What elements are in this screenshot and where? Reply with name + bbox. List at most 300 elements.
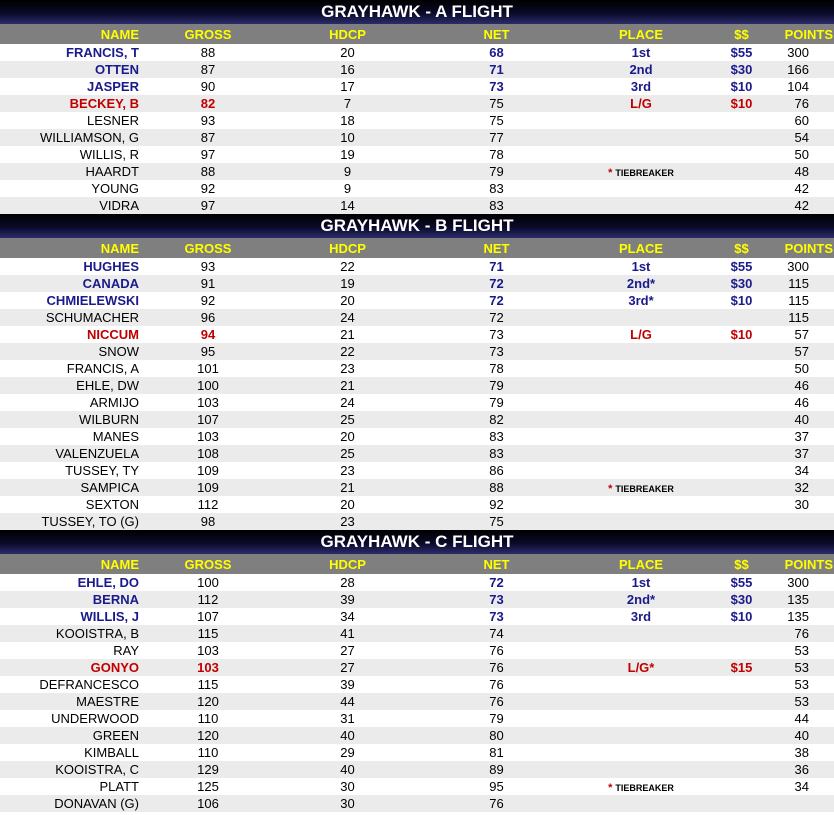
gross-score: 110 [197,745,219,760]
net-score: 75 [419,95,574,112]
place [574,197,708,214]
points: 50 [794,361,809,376]
points: 40 [775,411,834,428]
table-row [0,676,834,693]
col-header-money: $$ [708,554,775,574]
table-row [0,574,834,591]
payout [708,513,775,530]
place [574,394,708,411]
gross-score: 95 [140,343,276,360]
table-row [0,343,834,360]
player-name: BERNA [0,591,140,608]
points: 76 [775,95,834,112]
col-header-money: $$ [708,24,775,44]
payout [708,360,775,377]
points: 53 [775,659,834,676]
player-name: ARMIJO [89,395,139,410]
place [574,642,708,659]
place: L/G* [574,659,708,676]
payout [708,129,775,146]
table-row [0,795,834,812]
payout: $10 [730,79,753,94]
handicap: 22 [276,343,419,360]
points: 53 [794,643,809,658]
handicap: 31 [340,711,355,726]
table-row [0,513,834,530]
gross-score: 82 [140,95,276,112]
player-name: KOOISTRA, B [0,625,140,642]
gross-score: 88 [200,45,216,60]
place [574,360,708,377]
handicap: 25 [276,411,419,428]
net-score: 79 [419,163,574,180]
payout [708,394,775,411]
payout: $55 [730,259,753,274]
place [574,496,708,513]
table-row [0,761,834,778]
table-row [0,591,834,608]
points: 76 [775,625,834,642]
points: 60 [794,113,809,128]
tiebreaker-note: TIEBREAKER [615,168,674,178]
table-row [0,710,834,727]
place [574,146,708,163]
net-score: 78 [489,361,504,376]
handicap: 41 [276,625,419,642]
net-score: 83 [419,445,574,462]
net-score: 76 [489,677,504,692]
handicap: 21 [276,377,419,394]
points: 34 [794,779,809,794]
points: 42 [794,181,809,196]
flight-table [0,554,834,812]
place: L/G [630,327,652,342]
flight-section [0,530,834,812]
place [574,513,708,530]
gross-score: 97 [200,147,216,162]
table-row [0,146,834,163]
net-score: 83 [489,181,504,196]
table-row [0,309,834,326]
gross-score: 94 [200,327,216,342]
tiebreaker-note: TIEBREAKER [615,783,674,793]
handicap: 40 [276,761,419,778]
points: 115 [775,309,834,326]
gross-score: 120 [140,693,276,710]
player-name: DEFRANCESCO [39,677,139,692]
payout [708,642,775,659]
points: 32 [775,479,834,496]
gross-score: 112 [140,591,276,608]
payout [708,676,775,693]
player-name: KOOISTRA, C [0,761,140,778]
handicap: 17 [340,79,355,94]
player-name: EHLE, DO [77,575,139,590]
points: 53 [775,693,834,710]
col-header-place: PLACE [574,24,708,44]
table-row [0,377,834,394]
net-score: 79 [489,711,504,726]
payout [708,727,775,744]
payout [708,343,775,360]
points: 54 [775,129,834,146]
net-score: 95 [489,779,504,794]
table-row [0,163,834,180]
payout: $30 [708,591,775,608]
handicap: 25 [276,445,419,462]
points: 135 [787,609,809,624]
table-row [0,693,834,710]
table-row [0,625,834,642]
handicap: 40 [276,727,419,744]
gross-score: 107 [140,411,276,428]
points: 57 [775,343,834,360]
handicap: 20 [340,45,355,60]
handicap: 22 [340,259,355,274]
net-score: 71 [419,61,574,78]
net-score: 79 [419,377,574,394]
net-score: 73 [489,79,504,94]
net-score: 73 [489,609,504,624]
table-row [0,112,834,129]
player-name: EHLE, DW [0,377,140,394]
handicap: 44 [276,693,419,710]
points: 104 [787,79,809,94]
payout [708,778,775,795]
points: 34 [794,463,809,478]
table-row [0,129,834,146]
net-score: 68 [489,45,504,60]
table-row [0,445,834,462]
player-name: CANADA [0,275,140,292]
player-name: CHMIELEWSKI [46,293,139,308]
place: 3rd [630,609,652,624]
col-header-points: POINTS [775,554,834,574]
gross-score: 96 [140,309,276,326]
player-name: WILBURN [0,411,140,428]
handicap: 23 [340,361,355,376]
payout [708,625,775,642]
player-name: YOUNG [91,181,139,196]
handicap: 20 [340,429,355,444]
net-score: 79 [489,395,504,410]
points: 38 [794,745,809,760]
player-name: MANES [92,429,139,444]
gross-score: 91 [140,275,276,292]
gross-score: 93 [200,113,216,128]
handicap: 21 [276,479,419,496]
payout: $30 [708,275,775,292]
net-score: 83 [489,429,504,444]
points: 115 [775,275,834,292]
table-row [0,44,834,61]
handicap: 16 [276,61,419,78]
handicap: 19 [340,147,355,162]
gross-score: 115 [140,625,276,642]
flight-table [0,238,834,530]
player-name: LESNER [86,113,139,128]
col-header-hdcp: HDCP [276,24,419,44]
col-header-name: NAME [0,238,140,258]
player-name: TUSSEY, TO (G) [0,513,140,530]
net-score: 92 [489,497,504,512]
table-row [0,394,834,411]
table-row [0,78,834,95]
table-row [0,642,834,659]
points: 46 [794,395,809,410]
gross-score: 112 [197,497,219,512]
payout [708,761,775,778]
col-header-gross: GROSS [140,238,276,258]
place [574,462,708,479]
player-name: NICCUM [87,327,139,342]
handicap: 29 [340,745,355,760]
gross-score: 108 [140,445,276,462]
asterisk-icon: * [608,167,616,179]
net-score: 88 [419,479,574,496]
place: 2nd* [574,591,708,608]
tiebreaker-note: TIEBREAKER [615,484,674,494]
col-header-gross: GROSS [140,554,276,574]
net-score: 73 [419,591,574,608]
net-score: 73 [489,327,504,342]
handicap: 10 [276,129,419,146]
points: 46 [775,377,834,394]
col-header-place: PLACE [574,554,708,574]
handicap: 27 [276,659,419,676]
place [574,744,708,761]
gross-score: 109 [140,479,276,496]
net-score: 76 [419,795,574,812]
place [574,727,708,744]
handicap: 19 [276,275,419,292]
player-name: FRANCIS, T [66,45,139,60]
col-header-gross: GROSS [140,24,276,44]
handicap: 30 [340,779,355,794]
gross-score: 125 [197,779,219,794]
handicap: 23 [340,463,355,478]
col-header-name: NAME [0,554,140,574]
place [574,411,708,428]
handicap: 24 [276,309,419,326]
player-name: HAARDT [0,163,140,180]
gross-score: 101 [197,361,219,376]
col-header-points: POINTS [775,24,834,44]
handicap: 39 [340,677,355,692]
gross-score: 103 [140,659,276,676]
handicap: 20 [340,497,355,512]
handicap: 39 [276,591,419,608]
payout [708,744,775,761]
net-score: 75 [419,513,574,530]
place: 1st [631,45,651,60]
place [574,761,708,778]
player-name: SEXTON [85,497,139,512]
payout [708,710,775,727]
player-name: RAY [113,643,139,658]
points: 115 [788,293,809,308]
payout [708,496,775,513]
handicap: 30 [276,795,419,812]
payout [708,462,775,479]
net-score: 74 [419,625,574,642]
gross-score: 90 [200,79,216,94]
place [574,309,708,326]
table-row [0,428,834,445]
table-row [0,411,834,428]
table-row [0,727,834,744]
net-score: 83 [419,197,574,214]
table-row [0,95,834,112]
points: 48 [775,163,834,180]
place [574,129,708,146]
payout [708,411,775,428]
col-header-money: $$ [708,238,775,258]
net-score: 78 [489,147,504,162]
handicap: 27 [340,643,355,658]
gross-score: 87 [140,61,276,78]
points: 44 [794,711,809,726]
net-score: 86 [489,463,504,478]
payout: $10 [730,293,753,308]
payout [708,163,775,180]
table-row [0,496,834,513]
flight-section [0,214,834,530]
col-header-net: NET [419,24,574,44]
gross-score: 100 [197,575,219,590]
player-name: FRANCIS, A [66,361,139,376]
place [574,479,708,496]
table-row [0,292,834,309]
player-name: SCHUMACHER [0,309,140,326]
handicap: 14 [276,197,419,214]
place: 2nd [574,61,708,78]
net-score: 82 [419,411,574,428]
gross-score: 88 [140,163,276,180]
payout [708,112,775,129]
points: 300 [787,259,809,274]
handicap: 20 [340,293,355,308]
gross-score: 100 [140,377,276,394]
payout: $10 [730,609,753,624]
player-name: WILLIS, R [79,147,139,162]
handicap: 9 [276,163,419,180]
gross-score: 120 [140,727,276,744]
place [574,163,708,180]
net-score: 73 [419,343,574,360]
player-name: BECKEY, B [0,95,140,112]
flight-table [0,24,834,214]
payout [708,309,775,326]
player-name: VIDRA [0,197,140,214]
handicap: 24 [340,395,355,410]
table-row [0,462,834,479]
table-row [0,479,834,496]
points: 40 [775,727,834,744]
col-header-hdcp: HDCP [276,554,419,574]
table-row [0,778,834,795]
table-row [0,360,834,377]
gross-score: 98 [140,513,276,530]
payout: $10 [708,95,775,112]
player-name: SNOW [0,343,140,360]
payout [708,377,775,394]
flight-title: GRAYHAWK - B FLIGHT [0,214,834,238]
payout [708,146,775,163]
points: 300 [787,45,809,60]
gross-score: 103 [197,429,219,444]
player-name: DONAVAN (G) [0,795,140,812]
payout [708,479,775,496]
points: 50 [794,147,809,162]
player-name: GREEN [0,727,140,744]
gross-score: 109 [197,463,219,478]
place [574,377,708,394]
table-row [0,61,834,78]
place: 3rd* [628,293,654,308]
points: 42 [775,197,834,214]
place [574,428,708,445]
col-header-place: PLACE [574,238,708,258]
player-name: GONYO [0,659,140,676]
handicap: 28 [340,575,355,590]
net-score: 71 [489,259,504,274]
player-name: OTTEN [0,61,140,78]
gross-score: 97 [140,197,276,214]
player-name: HUGHES [83,259,139,274]
payout [708,197,775,214]
header-row [0,24,834,44]
gross-score: 92 [200,293,216,308]
player-name: WILLIS, J [80,609,139,624]
table-row [0,275,834,292]
gross-score: 103 [197,643,219,658]
points: 166 [775,61,834,78]
place [574,676,708,693]
table-row [0,180,834,197]
net-score: 72 [489,293,504,308]
gross-score: 106 [140,795,276,812]
gross-score: 129 [140,761,276,778]
net-score: 72 [489,575,504,590]
payout [708,693,775,710]
net-score: 81 [489,745,504,760]
points: 37 [794,429,809,444]
table-row [0,326,834,343]
place [574,112,708,129]
gross-score: 110 [197,711,219,726]
payout: $15 [708,659,775,676]
net-score: 76 [419,659,574,676]
player-name: WILLIAMSON, G [0,129,140,146]
col-header-points: POINTS [775,238,834,258]
payout [708,180,775,197]
place [574,625,708,642]
player-name: JASPER [86,79,139,94]
points: 37 [775,445,834,462]
gross-score: 115 [197,677,219,692]
table-row [0,744,834,761]
points [775,795,834,812]
place: L/G [574,95,708,112]
place [574,343,708,360]
place [574,693,708,710]
place [574,180,708,197]
points: 300 [787,575,809,590]
place: 3rd [630,79,652,94]
place: 1st [631,575,651,590]
gross-score: 93 [200,259,216,274]
